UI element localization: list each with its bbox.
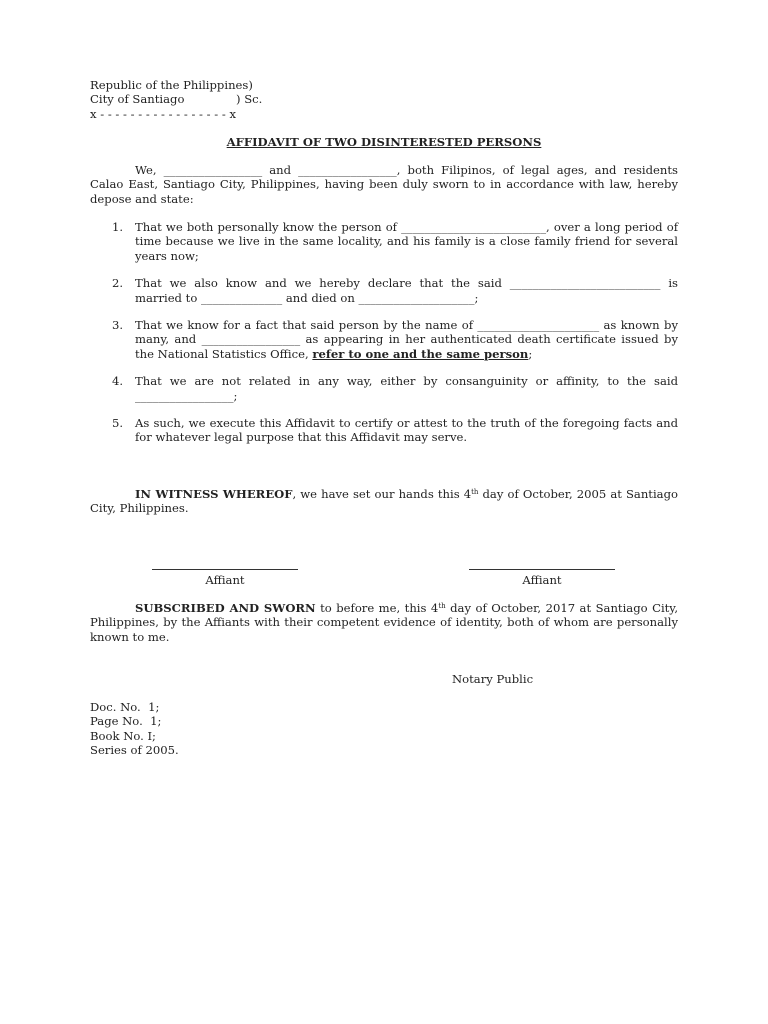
jurat-text-end: day of October, 2017 at Santiago City, Philippines, by the Affiants with their competent evidence of identity, both of whom are personally known to me. — [90, 601, 678, 644]
item-text: That we are not related in any way, either by consanguinity or affinity, to the said _________________; — [135, 374, 678, 403]
item-number: 2. — [112, 276, 124, 291]
item-text-end: ; — [528, 346, 533, 361]
intro-paragraph: We, _________________ and _________________, both Filipinos, of legal ages, and residents Calao East, Santiago City, Philippines, having been duly sworn to in accordance with law, hereby depose and state: — [90, 163, 678, 206]
statement-item — [112, 374, 678, 403]
signature-line — [152, 569, 298, 570]
statement-item — [112, 220, 678, 263]
affiant-label: Affiant — [205, 573, 245, 587]
item-number: 3. — [112, 318, 124, 333]
document-references — [90, 700, 179, 758]
jurat-text: to before me, this 4 — [315, 601, 439, 615]
item-text: That we also know and we hereby declare that the said __________________________ is married to ______________ and died on ____________________; — [135, 276, 678, 305]
venue-header — [90, 78, 350, 121]
witness-lead: IN WITNESS WHEREOF — [135, 487, 293, 501]
notary-public-label: Notary Public — [452, 672, 534, 686]
witness-text-end: day of October, 2005 at Santiago City, Philippines. — [90, 487, 678, 516]
affiant-signature-left — [152, 569, 298, 587]
witness-paragraph — [90, 487, 678, 516]
jurat-lead: SUBSCRIBED AND SWORN — [135, 601, 316, 615]
jurat-paragraph — [90, 601, 678, 644]
doc-number: Doc. No. 1; — [90, 700, 160, 714]
item-text: That we know for a fact that said person by the name of _____________________ as known by many, and _________________ as appearing in her authenticated death certificate issued by the National Statistics Office, — [135, 318, 678, 361]
series-year: Series of 2005. — [90, 743, 179, 758]
item-number: 1. — [112, 220, 124, 234]
item-emphasis: refer to one and the same person — [312, 346, 529, 361]
item-number: 5. — [112, 416, 124, 431]
page-number: Page No. 1; — [90, 714, 162, 729]
jurat-ordinal: th — [438, 602, 446, 610]
affiant-label: Affiant — [522, 573, 562, 587]
witness-ordinal: th — [471, 488, 479, 496]
venue-republic: Republic of the Philippines) — [90, 78, 253, 92]
statement-item — [112, 276, 678, 305]
statement-list — [112, 220, 678, 445]
document-title: AFFIDAVIT OF TWO DISINTERESTED PERSONS — [226, 135, 542, 149]
affiant-signature-right — [469, 569, 615, 587]
book-number: Book No. I; — [90, 728, 156, 743]
item-text: As such, we execute this Affidavit to certify or attest to the truth of the foregoing facts and for whatever legal purpose that this Affidavit may serve. — [135, 416, 678, 445]
venue-city: City of Santiago ) Sc. — [90, 92, 263, 107]
witness-text: , we have set our hands this 4 — [292, 487, 472, 501]
signature-line — [469, 569, 615, 570]
item-number: 4. — [112, 374, 124, 389]
statement-item — [112, 416, 678, 445]
venue-separator: x - - - - - - - - - - - - - - - - - x — [90, 106, 237, 121]
item-text: That we both personally know the person of _________________________, over a long period of time because we live in the same locality, and his family is a close family friend for several years now; — [135, 220, 678, 263]
statement-item — [112, 318, 678, 361]
